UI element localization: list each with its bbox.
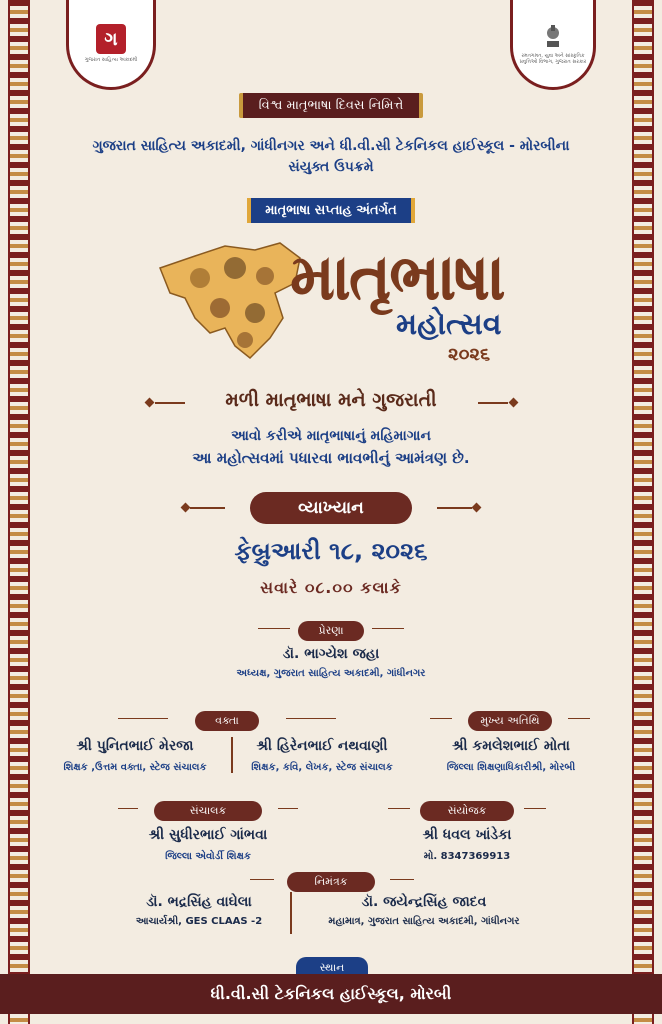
coordinator-label-row — [408, 799, 526, 821]
host-name: શ્રી સુધીરભાઈ ગાંભવા — [148, 827, 268, 843]
week-badge: માતૃભાષા સપ્તાહ અંતર્ગત — [247, 198, 415, 223]
ashoka-emblem-icon — [542, 22, 564, 50]
inviter-name: ડૉ. ભદ્રસિંહ વાઘેલા — [146, 894, 252, 910]
coordinator-label: સંયોજક — [420, 801, 515, 821]
coordinator-card — [380, 827, 554, 862]
week-row — [0, 198, 662, 223]
speaker-name: શ્રી પુનિતભાઈ મેરજા — [76, 738, 194, 754]
joint-initiative-line: સંયુક્ત ઉપક્રમે — [288, 159, 374, 175]
event-type-row — [0, 492, 662, 524]
inviter-card — [294, 894, 554, 927]
inspiration-label: પ્રેરણા — [298, 621, 363, 641]
coordinator-name: શ્રી ધવલ ખાંડેકા — [422, 827, 512, 843]
chief-guest-name: શ્રી કમલેશભાઈ મોતા — [452, 738, 570, 754]
inviter-role: આચાર્યશ્રી, GES CLAAS -2 — [135, 916, 263, 927]
inspiration-label-row — [0, 619, 662, 641]
host-role: જિલ્લા એવોર્ડી શિક્ષક — [165, 851, 251, 862]
academy-emblem-icon: ગ — [96, 24, 126, 54]
invitation-text — [0, 425, 662, 467]
speaker-divider — [231, 737, 233, 773]
ornament-line — [388, 808, 410, 809]
speaker-role: શિક્ષક, કવિ, લેખક, સ્ટેજ સંચાલક — [251, 762, 393, 773]
tagline-row — [0, 389, 662, 411]
chief-guest-label-row — [450, 709, 570, 731]
festival-subtitle: મહોત્સવ — [396, 307, 502, 342]
speaker-role: શિક્ષક ,ઉત્તમ વક્તા, સ્ટેજ સંચાલક — [63, 762, 207, 773]
host-label-row — [136, 799, 280, 821]
event-time: સવારે ૦૮.૦૦ કલાકે — [260, 578, 402, 597]
event-date: ફેબ્રુઆરી ૧૮, ૨૦૨૬ — [234, 537, 428, 565]
host-card — [90, 827, 326, 862]
inspiration-name: ડૉ. ભાગ્યેશ જહા — [282, 646, 380, 662]
ornament-line — [286, 718, 336, 719]
ornament-line — [430, 718, 452, 719]
government-logo-caption: રમતગમત, યુવા અને સાંસ્કૃતિક પ્રવૃત્તિઓ વિભાગ, ગુજરાત સરકાર — [519, 53, 587, 65]
invitation-line-1: આવો કરીએ માતૃભાષાનું મહિમાગાન — [231, 428, 431, 444]
speaker-card — [234, 738, 410, 773]
government-logo — [510, 0, 596, 90]
academy-logo-caption: ગુજરાત સાહિત્ય અકાદમી — [84, 57, 138, 63]
event-type-badge: વ્યાખ્યાન — [250, 492, 412, 524]
invitation-line-2: આ મહોત્સવમાં પધારવા ભાવભીનું આમંત્રણ છે. — [192, 448, 470, 467]
coordinator-phone: મો. 8347369913 — [423, 851, 511, 862]
host-label: સંચાલક — [154, 801, 263, 821]
organizers-line: ગુજરાત સાહિત્ય અકાદમી, ગાંધીનગર અને ધી.વી.સી ટેકનિકલ હાઈસ્કૂલ - મોરબીના — [92, 138, 570, 154]
ornament-line — [390, 879, 414, 880]
speakers-label: વક્તા — [195, 711, 259, 731]
organizers-block — [0, 136, 662, 178]
inspiration-block — [0, 646, 662, 679]
ornament-line — [524, 808, 546, 809]
ornament-line — [250, 879, 274, 880]
occasion-row — [0, 93, 662, 118]
chief-guest-card — [416, 738, 606, 773]
academy-logo — [66, 0, 156, 90]
venue-name: ધી.વી.સી ટેકનિકલ હાઈસ્કૂલ, મોરબી — [210, 984, 452, 1003]
chief-guest-role: જિલ્લા શિક્ષણાધિકારીશ્રી, મોરબી — [446, 762, 576, 773]
inspiration-role: અધ્યક્ષ, ગુજરાત સાહિત્ય અકાદમી, ગાંધીનગર — [236, 668, 426, 679]
speaker-name: શ્રી હિરેનભાઈ નથવાણી — [256, 738, 388, 754]
ornament-line — [118, 808, 138, 809]
chief-guest-label: મુખ્ય અતિથિ — [468, 711, 551, 731]
ornament-line — [568, 718, 590, 719]
inviters-label-row — [272, 870, 390, 892]
venue-label: સ્થાન — [296, 957, 368, 979]
inviter-divider — [290, 892, 292, 934]
occasion-badge: વિશ્વ માતૃભાષા દિવસ નિમિત્તે — [239, 93, 424, 118]
festival-year: ૨૦૨૬ — [448, 344, 491, 365]
inviter-role: મહામાત્ર, ગુજરાત સાહિત્ય અકાદમી, ગાંધીનગર — [328, 916, 520, 927]
speakers-label-row — [168, 709, 286, 731]
inviter-name: ડૉ. જયેન્દ્રસિંહ જાદવ — [361, 894, 487, 910]
festival-title: માતૃભાષા — [290, 240, 504, 315]
tagline: મળી માતૃભાષા મને ગુજરાતી — [225, 389, 437, 411]
event-time-row — [0, 578, 662, 598]
ornament-line — [118, 718, 168, 719]
inviters-label: નિમંત્રક — [287, 872, 376, 892]
speaker-card — [40, 738, 230, 773]
inviter-card — [110, 894, 288, 927]
gujarat-map-illustration — [155, 238, 305, 366]
ornament-line — [278, 808, 298, 809]
event-date-row — [0, 537, 662, 565]
venue-bar — [0, 974, 662, 1014]
